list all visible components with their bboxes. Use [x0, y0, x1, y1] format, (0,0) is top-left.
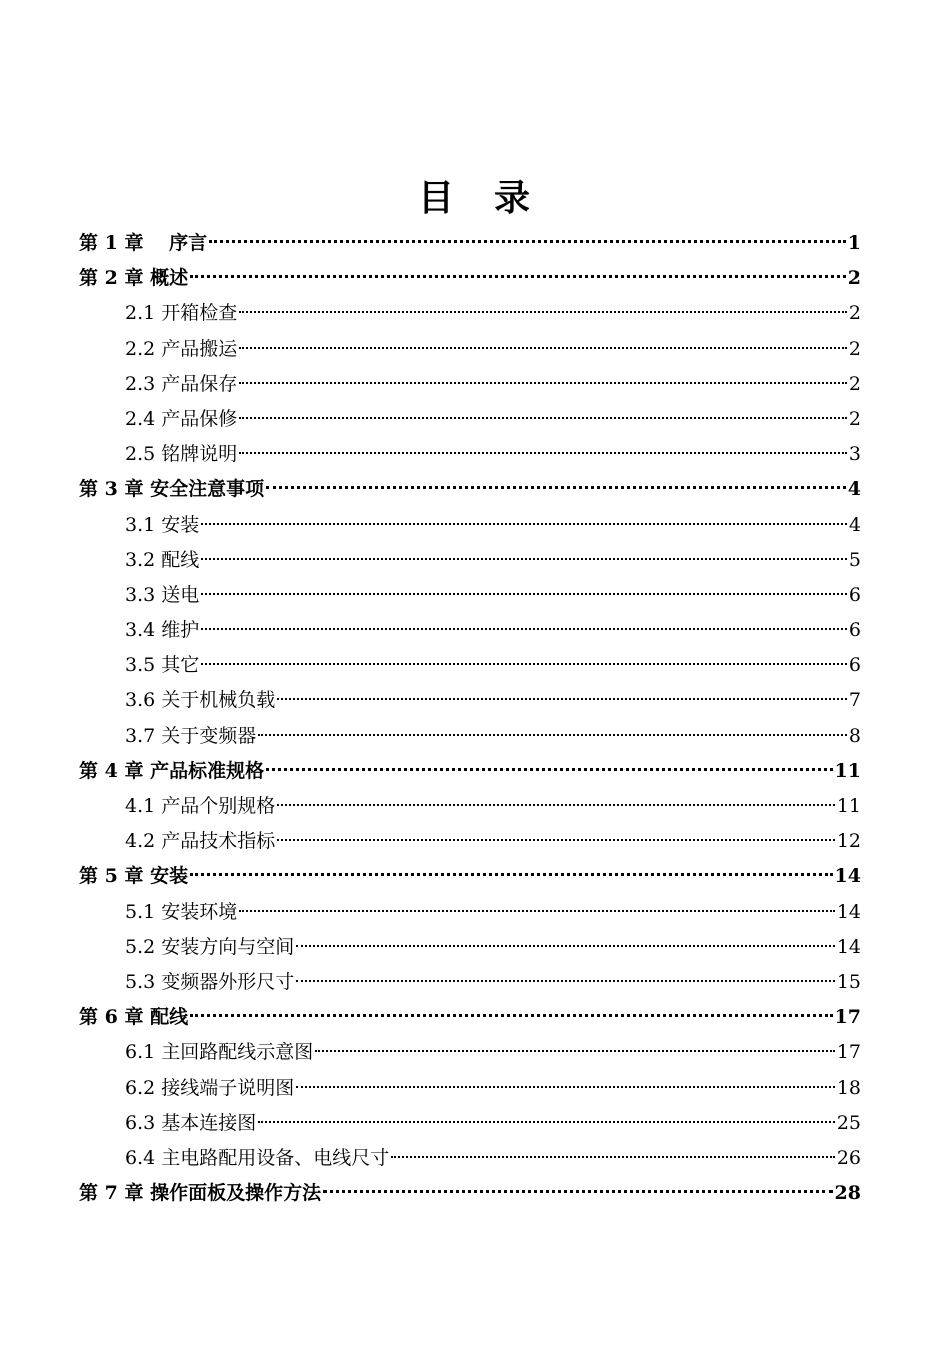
toc-page-number: 11	[834, 759, 861, 782]
toc-entry-label: 3.6 关于机械负载	[125, 689, 276, 712]
toc-section-entry[interactable]	[79, 1035, 861, 1070]
toc-entry-label: 第 4 章 产品标准规格	[79, 759, 265, 782]
toc-page-number: 4	[847, 478, 861, 501]
toc-section-entry[interactable]	[79, 648, 861, 683]
toc-leader-dots	[277, 698, 847, 700]
toc-leader-dots	[239, 311, 847, 313]
toc-page-number: 18	[836, 1076, 861, 1099]
toc-page-number: 26	[836, 1146, 861, 1169]
toc-entry-label: 第 3 章 安全注意事项	[79, 478, 265, 501]
toc-leader-dots	[201, 558, 847, 560]
toc-entry-label: 2.1 开箱检查	[125, 302, 238, 325]
toc-page-number: 17	[836, 1041, 861, 1064]
toc-entry-label: 第 5 章 安装	[79, 865, 189, 888]
toc-page-number: 8	[848, 724, 861, 747]
toc-section-entry[interactable]	[79, 332, 861, 367]
toc-leader-dots	[190, 275, 846, 278]
toc-page-number: 2	[848, 372, 861, 395]
toc-entry-label: 2.4 产品保修	[125, 407, 238, 430]
toc-leader-dots	[277, 804, 835, 806]
toc-chapter-entry[interactable]	[79, 754, 861, 789]
toc-section-entry[interactable]	[79, 965, 861, 1000]
toc-leader-dots	[296, 945, 835, 947]
toc-entry-label: 2.2 产品搬运	[125, 337, 238, 360]
toc-section-entry[interactable]	[79, 508, 861, 543]
toc-section-entry[interactable]	[79, 719, 861, 754]
toc-leader-dots	[239, 910, 835, 912]
toc-page-number: 14	[836, 900, 861, 923]
toc-section-entry[interactable]	[79, 613, 861, 648]
toc-entry-label: 4.2 产品技术指标	[125, 830, 276, 853]
toc-leader-dots	[277, 839, 835, 841]
toc-entry-label: 6.4 主电路配用设备、电线尺寸	[125, 1146, 390, 1169]
toc-page-number: 2	[848, 302, 861, 325]
toc-page-number: 28	[834, 1182, 861, 1205]
toc-chapter-entry[interactable]	[79, 859, 861, 894]
toc-entry-label: 第 1 章 序言	[79, 232, 208, 254]
toc-leader-dots	[201, 663, 847, 665]
toc-entry-label: 5.1 安装环境	[125, 900, 238, 923]
toc-page-number: 14	[836, 935, 861, 958]
toc-page-number: 3	[848, 443, 861, 466]
toc-entry-label: 第 2 章 概述	[79, 267, 189, 290]
toc-page-number: 6	[848, 583, 861, 606]
toc-section-entry[interactable]	[79, 402, 861, 437]
toc-page-number: 6	[848, 619, 861, 642]
toc-entry-label: 5.3 变频器外形尺寸	[125, 970, 295, 993]
toc-leader-dots	[266, 768, 832, 771]
toc-leader-dots	[209, 240, 846, 243]
toc-leader-dots	[190, 1014, 832, 1017]
page-title: 目 录	[417, 177, 532, 219]
toc-section-entry[interactable]	[79, 683, 861, 718]
toc-leader-dots	[266, 486, 846, 489]
toc-section-entry[interactable]	[79, 789, 861, 824]
toc-page-number: 6	[848, 654, 861, 677]
toc-entry-label: 3.3 送电	[125, 583, 200, 606]
toc-chapter-entry[interactable]	[79, 1000, 861, 1035]
toc-chapter-entry[interactable]	[79, 261, 861, 296]
toc-entry-label: 3.5 其它	[125, 654, 200, 677]
toc-chapter-entry[interactable]	[79, 472, 861, 507]
toc-page-number: 2	[847, 267, 861, 290]
toc-entry-label: 3.4 维护	[125, 619, 200, 642]
toc-leader-dots	[296, 980, 835, 982]
toc-section-entry[interactable]	[79, 543, 861, 578]
toc-leader-dots	[239, 452, 847, 454]
toc-page-number: 5	[848, 548, 861, 571]
toc-page-number: 25	[836, 1111, 861, 1134]
toc-section-entry[interactable]	[79, 1141, 861, 1176]
toc-entry-label: 5.2 安装方向与空间	[125, 935, 295, 958]
toc-leader-dots	[190, 873, 832, 876]
toc-leader-dots	[296, 1086, 835, 1088]
toc-section-entry[interactable]	[79, 578, 861, 613]
toc-section-entry[interactable]	[79, 1071, 861, 1106]
toc-leader-dots	[239, 347, 847, 349]
toc-page-number: 2	[848, 407, 861, 430]
toc-entry-label: 3.1 安装	[125, 513, 200, 536]
toc-section-entry[interactable]	[79, 930, 861, 965]
toc-entry-label: 3.7 关于变频器	[125, 724, 257, 747]
toc-entry-label: 6.1 主回路配线示意图	[125, 1041, 314, 1064]
toc-page-number: 1	[847, 232, 861, 254]
toc-leader-dots	[258, 1121, 835, 1123]
toc-section-entry[interactable]	[79, 296, 861, 331]
toc-leader-dots	[258, 734, 847, 736]
toc-leader-dots	[201, 593, 847, 595]
toc-leader-dots	[201, 628, 847, 630]
toc-page-number: 14	[834, 865, 861, 888]
toc-chapter-entry[interactable]	[79, 1176, 861, 1211]
toc-entry-label: 2.3 产品保存	[125, 372, 238, 395]
toc-entry-label: 4.1 产品个别规格	[125, 795, 276, 817]
toc-entry-label: 第 6 章 配线	[79, 1006, 189, 1029]
toc-page-number: 15	[836, 970, 861, 993]
toc-entry-label: 2.5 铭牌说明	[125, 443, 238, 466]
toc-leader-dots	[239, 417, 847, 419]
table-of-contents	[79, 226, 861, 1211]
toc-entry-label: 6.2 接线端子说明图	[125, 1076, 295, 1099]
toc-chapter-entry[interactable]	[79, 226, 861, 261]
toc-page-number: 17	[834, 1006, 861, 1029]
toc-page-number: 12	[836, 830, 861, 853]
toc-leader-dots	[239, 382, 847, 384]
toc-page-number: 2	[848, 337, 861, 360]
toc-page-number: 7	[848, 689, 861, 712]
toc-section-entry[interactable]	[79, 1106, 861, 1141]
toc-entry-label: 6.3 基本连接图	[125, 1111, 257, 1134]
toc-section-entry[interactable]	[79, 437, 861, 472]
toc-section-entry[interactable]	[79, 895, 861, 930]
toc-leader-dots	[391, 1156, 835, 1158]
toc-entry-label: 3.2 配线	[125, 548, 200, 571]
toc-leader-dots	[323, 1190, 832, 1193]
toc-leader-dots	[315, 1050, 835, 1052]
toc-entry-label: 第 7 章 操作面板及操作方法	[79, 1182, 322, 1205]
toc-section-entry[interactable]	[79, 824, 861, 859]
toc-page-number: 4	[848, 513, 861, 536]
toc-leader-dots	[201, 523, 847, 525]
toc-page-number: 11	[836, 795, 861, 817]
toc-section-entry[interactable]	[79, 367, 861, 402]
